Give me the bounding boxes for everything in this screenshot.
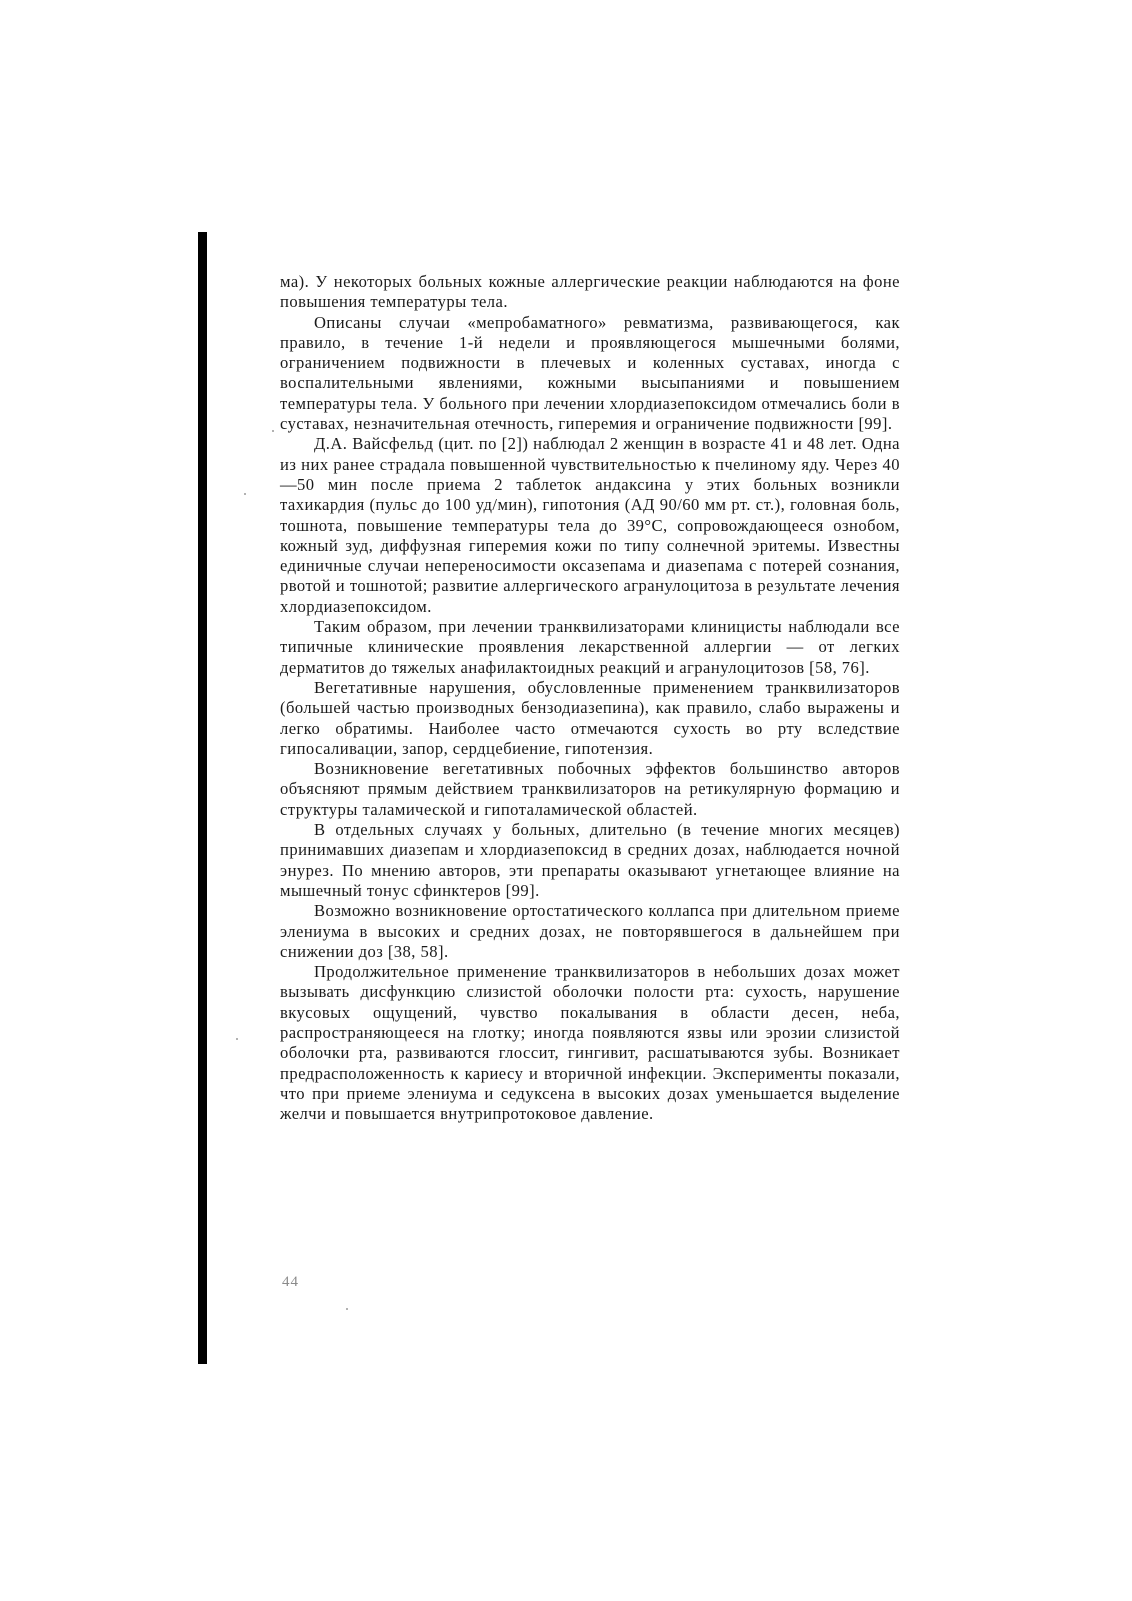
body-text [280, 272, 900, 1124]
scan-speck [244, 493, 246, 495]
scan-speck [236, 1038, 238, 1040]
paragraph: ма). У некоторых больных кожные аллергические реакции наблюдаются на фоне повышения температуры тела. [280, 272, 900, 312]
paragraph: Возможно возникновение ортостатического коллапса при длительном приеме элениума в высоких и средних дозах, не повторявшегося в дальнейшем при снижении доз [38, 58]. [280, 901, 900, 961]
paragraph: Вегетативные нарушения, обусловленные применением транквилизаторов (большей частью производных бензодиазепина), как правило, слабо выражены и легко обратимы. Наиболее часто отмечаются сухость во рту вследствие гипосаливации, запор, сердцебиение, гипотензия. [280, 677, 900, 758]
paragraph: Продолжительное применение транквилизаторов в небольших дозах может вызывать дисфункцию слизистой оболочки полости рта: сухость, нарушение вкусовых ощущений, чувство покалывания в области десен, неба, распространяющееся на глотку; иногда появляются язвы или эрозии слизистой оболочки рта, развиваются глоссит, гингивит, расшатываются зубы. Возникает предрасположенность к кариесу и вторичной инфекции. Эксперименты показали, что при приеме элениума и седуксена в высоких дозах уменьшается выделение желчи и повышается внутрипротоковое давление. [280, 962, 900, 1124]
binding-edge [198, 232, 207, 1364]
scan-speck [346, 1308, 348, 1310]
paragraph: Таким образом, при лечении транквилизаторами клиницисты наблюдали все типичные клинические проявления лекарственной аллергии — от легких дерматитов до тяжелых анафилактоидных реакций и агранулоцитозов [58, 76]. [280, 617, 900, 677]
page-number: 44 [282, 1274, 299, 1290]
paragraph: В отдельных случаях у больных, длительно (в течение многих месяцев) принимавших диазепам и хлордиазепоксид в средних дозах, наблюдается ночной энурез. По мнению авторов, эти препараты оказывают угнетающее влияние на мышечный тонус сфинктеров [99]. [280, 820, 900, 900]
paragraph: Д.А. Вайсфельд (цит. по [2]) наблюдал 2 женщин в возрасте 41 и 48 лет. Одна из них ранее страдала повышенной чувствительностью к пчелиному яду. Через 40—50 мин после приема 2 таблеток андаксина у этих больных возникли тахикардия (пульс до 100 уд/мин), гипотония (АД 90/60 мм рт. ст.), головная боль, тошнота, повышение температуры тела до 39°С, сопровождающееся ознобом, кожный зуд, диффузная гиперемия кожи по типу солнечной эритемы. Известны единичные случаи непереносимости оксазепама и диазепама с потерей сознания, рвотой и тошнотой; развитие аллергического агранулоцитоза в результате лечения хлордиазепоксидом. [280, 434, 900, 616]
paragraph: Описаны случаи «мепробаматного» ревматизма, развивающегося, как правило, в течение 1-й недели и проявляющегося мышечными болями, ограничением подвижности в плечевых и коленных суставах, иногда с воспалительными явлениями, кожными высыпаниями и повышением температуры тела. У больного при лечении хлордиазепоксидом отмечались боли в суставах, незначительная отечность, гиперемия и ограничение подвижности [99]. [280, 312, 900, 434]
scan-speck [272, 430, 274, 432]
paragraph: Возникновение вегетативных побочных эффектов большинство авторов объясняют прямым действием транквилизаторов на ретикулярную формацию и структуры таламической и гипоталамической областей. [280, 759, 900, 819]
